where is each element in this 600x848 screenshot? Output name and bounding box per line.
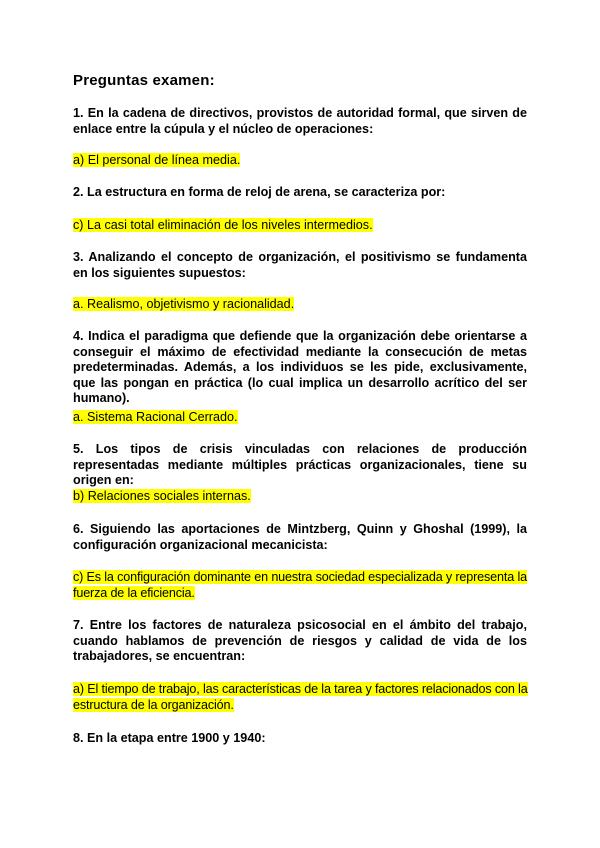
question-3: 3. Analizando el concepto de organización, el positivismo se fundamenta en los siguientes supuestos: xyxy=(73,250,527,280)
answer-2 xyxy=(73,218,529,234)
answer-highlight: a) El personal de línea media. xyxy=(73,153,241,167)
answer-4 xyxy=(73,410,529,426)
answer-highlight: b) Relaciones sociales internas. xyxy=(73,489,251,503)
question-4: 4. Indica el paradigma que defiende que la organización debe orientarse a conseguir el máximo de efectividad mediante la consecución de metas predeterminadas. Además, a los individuos se les pide, exclusivamente, que las pongan en práctica (lo cual implica un desarrollo acrítico del ser humano). xyxy=(73,329,527,406)
question-5: 5. Los tipos de crisis vinculadas con relaciones de producción representadas mediante múltiples prácticas organizacionales, tiene su origen en: xyxy=(73,442,527,488)
page-title: Preguntas examen: xyxy=(73,72,215,89)
answer-1 xyxy=(73,153,529,169)
answer-7 xyxy=(73,682,529,713)
question-6: 6. Siguiendo las aportaciones de Mintzberg, Quinn y Ghoshal (1999), la configuración organizacional mecanicista: xyxy=(73,522,527,552)
answer-3 xyxy=(73,297,529,313)
answer-6 xyxy=(73,570,529,601)
question-2: 2. La estructura en forma de reloj de arena, se caracteriza por: xyxy=(73,185,446,199)
answer-5 xyxy=(73,489,529,505)
answer-highlight: a) El tiempo de trabajo, las características de la tarea y factores relacionados con la estructura de la organización. xyxy=(73,682,528,712)
answer-highlight: a. Realismo, objetivismo y racionalidad. xyxy=(73,297,295,311)
question-1: 1. En la cadena de directivos, provistos de autoridad formal, que sirven de enlace entre la cúpula y el núcleo de operaciones: xyxy=(73,106,527,136)
answer-highlight: c) La casi total eliminación de los niveles intermedios. xyxy=(73,218,373,232)
question-7: 7. Entre los factores de naturaleza psicosocial en el ámbito del trabajo, cuando hablamos de prevención de riesgos y calidad de vida de los trabajadores, se encuentran: xyxy=(73,618,527,664)
answer-highlight: c) Es la configuración dominante en nuestra sociedad especializada y representa la fuerza de la eficiencia. xyxy=(73,570,527,600)
question-8: 8. En la etapa entre 1900 y 1940: xyxy=(73,731,266,745)
answer-highlight: a. Sistema Racional Cerrado. xyxy=(73,410,238,424)
